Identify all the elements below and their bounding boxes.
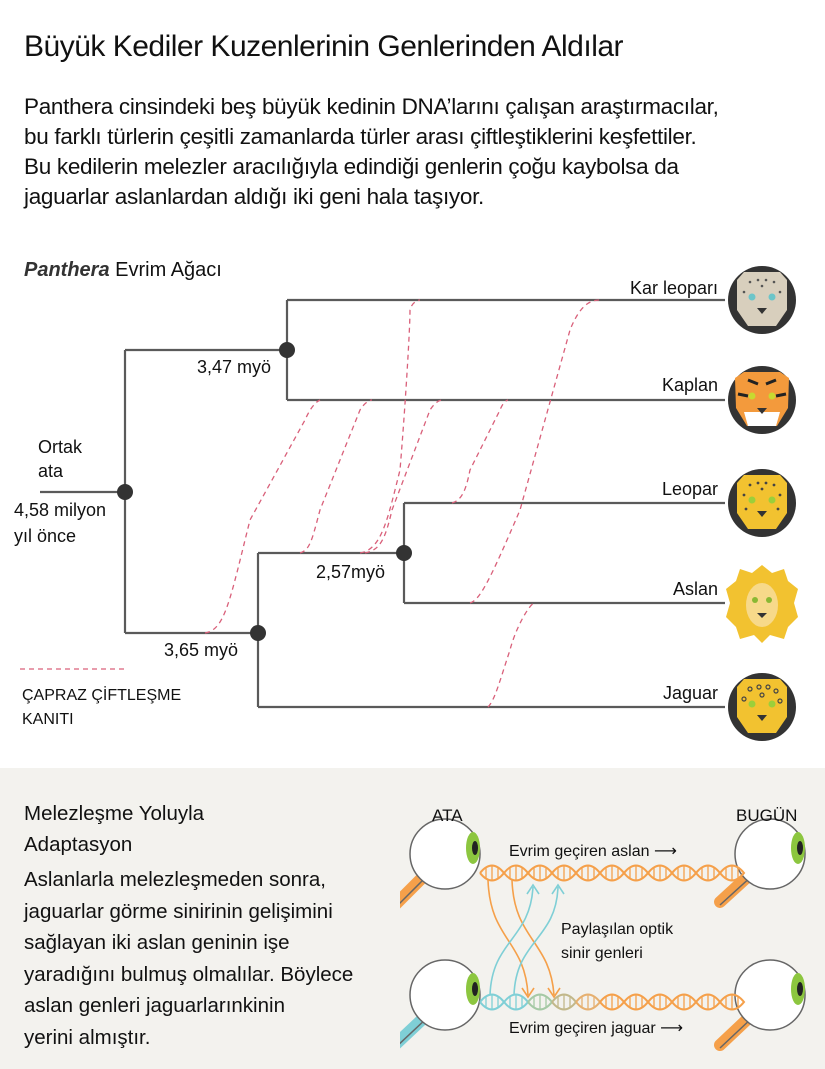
- root-time-line: 4,58 milyon: [14, 500, 107, 520]
- lion-icon: [726, 565, 798, 643]
- root-label: [38, 437, 82, 482]
- adaptation-title-line: Melezleşme Yoluyla: [24, 802, 205, 825]
- adaptation-body-line: sağlayan iki aslan geninin işe: [24, 931, 290, 954]
- leopard-icon: [728, 469, 796, 537]
- genus-name: Panthera: [24, 259, 110, 281]
- node-label-3-47: 3,47 myö: [197, 357, 272, 377]
- species-label-tiger: Kaplan: [661, 375, 718, 395]
- root-label-line: ata: [38, 461, 64, 481]
- lion-dna-strand: [480, 865, 744, 881]
- root-node: [117, 484, 133, 500]
- species-label-lion: Aslan: [672, 579, 718, 599]
- intro-line: Bu kedilerin melezler aracılığıyla edindiği genlerin çoğu kaybolsa da: [24, 154, 679, 179]
- root-label-line: Ortak: [38, 437, 83, 457]
- tiger-icon: [728, 366, 796, 434]
- legend-label: [22, 684, 181, 732]
- today-lion-eye-icon: [720, 819, 805, 905]
- jaguar-dna-strand: [480, 994, 744, 1010]
- root-time-line: yıl önce: [14, 526, 77, 546]
- node-3-47: [279, 342, 295, 358]
- snow-leopard-icon: [728, 266, 796, 334]
- adaptation-title: [24, 798, 204, 860]
- species-label-jaguar: Jaguar: [662, 683, 718, 703]
- ancestor-lion-eye-icon: [400, 819, 480, 908]
- node-label-2-57: 2,57myö: [316, 562, 386, 582]
- species-label-leopard: Leopar: [661, 479, 718, 499]
- tree-branches: [40, 300, 725, 707]
- gene-exchange-arrows: [488, 880, 564, 997]
- ancestor-jaguar-eye-icon: [400, 960, 480, 1048]
- node-2-57: [396, 545, 412, 561]
- shared-genes-line: Paylaşılan optik: [561, 921, 674, 938]
- today-jaguar-eye-icon: [720, 960, 805, 1048]
- tree-title-rest: Evrim Ağacı: [109, 259, 222, 281]
- legend-line: KANITI: [22, 711, 74, 728]
- shared-genes-label: [561, 918, 673, 966]
- adaptation-body-line: aslan genleri jaguarlarınkinin: [24, 994, 285, 1017]
- lion-strand-label: Evrim geçiren aslan ⟶: [509, 843, 677, 860]
- jaguar-strand-label: Evrim geçiren jaguar ⟶: [509, 1020, 684, 1037]
- root-time: [14, 497, 106, 549]
- legend-line: ÇAPRAZ ÇİFTLEŞME: [22, 687, 182, 704]
- intro-line: jaguarlar aslanlardan aldığı iki geni hala taşıyor.: [24, 184, 484, 209]
- jaguar-icon: [728, 673, 796, 741]
- today-label: BUGÜN: [736, 806, 798, 825]
- adaptation-body-line: yerini almıştır.: [24, 1025, 151, 1049]
- adaptation-body: [24, 864, 404, 1053]
- intro-line: bu farklı türlerin çeşitli zamanlarda türler arası çiftleştiklerini keşfettiler.: [24, 124, 697, 149]
- shared-genes-line: sinir genleri: [561, 945, 643, 962]
- page-title: Büyük Kediler Kuzenlerinin Genlerinden Aldılar: [24, 30, 624, 63]
- adaptation-body-line: yaradığını bulmuş olmalılar. Böylece: [24, 962, 354, 986]
- ancestor-label: ATA: [432, 806, 463, 825]
- node-3-65: [250, 625, 266, 641]
- node-label-3-65: 3,65 myö: [164, 640, 239, 660]
- adaptation-body-line: Aslanlarla melezleşmeden sonra,: [24, 868, 326, 891]
- intro-line: Panthera cinsindeki beş büyük kedinin DNA’larını çalışan araştırmacılar,: [24, 94, 719, 119]
- adaptation-body-line: jaguarlar görme sinirinin gelişimini: [24, 899, 333, 923]
- species-label-snow-leopard: Kar leoparı: [629, 278, 718, 298]
- tree-nodes: [117, 342, 412, 641]
- adaptation-title-line: Adaptasyon: [24, 833, 133, 856]
